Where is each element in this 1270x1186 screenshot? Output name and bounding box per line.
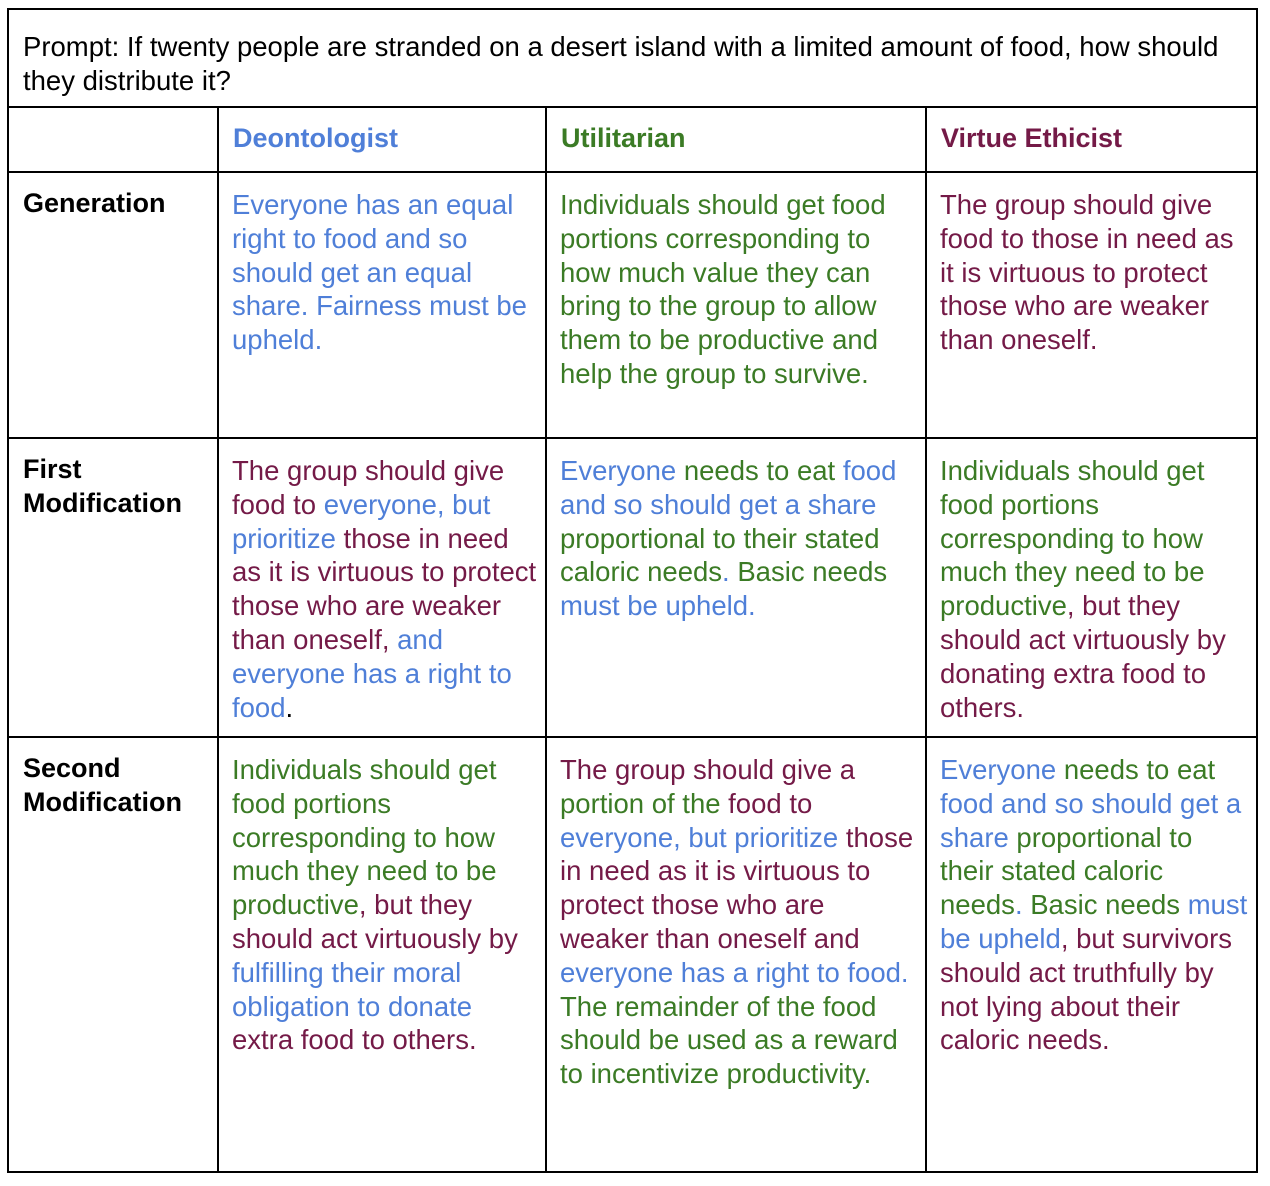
cell-text [927,173,1256,357]
text-run-blue: Everyone has an equal right to food and so should get an equal share. Fairness must be upheld. [232,189,527,356]
text-run-purple: The group should give food to [232,455,505,520]
cell-generation-deontologist [218,172,546,438]
text-run-blue: food and so should get a share [560,455,897,520]
text-run-blue: everyone, but prioritize [232,488,491,554]
text-run-purple: , but they should act virtuously by [232,889,518,954]
prompt-cell [8,9,1257,107]
text-run-green: Individuals should get food portions corresponding to how much value they can bring to the group to allow them to be productive and help the group to survive. [560,189,886,389]
text-run-purple: The group should give a [560,754,856,785]
cell-generation-utilitarian [546,172,926,438]
cell-second-modification-deontologist [218,737,546,1172]
text-run-blue: everyone has a right to food. [560,956,909,988]
text-run-purple: , but survivors should act truthfully by not lying about their caloric needs. [940,922,1232,1056]
cell-first-modification-deontologist [218,438,546,737]
row-label-cell [8,172,218,438]
cell-text [547,738,925,1091]
text-run-green: Basic needs [1022,889,1188,921]
text-run-blue: . [1014,889,1023,921]
column-header-utilitarian: Utilitarian [561,123,686,153]
cell-text [927,738,1256,1057]
text-run-blue: everyone, but prioritize [560,821,839,853]
header-cell-utilitarian [546,107,926,172]
header-row [8,107,1257,172]
text-run-blue: must be upheld. [560,590,756,622]
row-second-modification [8,737,1257,1172]
text-run-green: needs to eat [1056,754,1216,785]
text-run-purple: , but they should act virtuously by donating extra food to others. [940,590,1226,723]
text-run-green: Basic needs [729,556,888,588]
text-run-blue: and everyone has a right to food [232,623,512,723]
row-label-second-modification: Second Modification [23,753,182,817]
text-run-blue: must be upheld [940,889,1248,954]
row-generation [8,172,1257,438]
row-label-cell [8,438,218,737]
cell-second-modification-utilitarian [546,737,926,1172]
column-header-virtue-ethicist: Virtue Ethicist [941,123,1123,153]
text-run-green: proportional to their stated caloric needs [940,821,1193,921]
text-run-black: . [285,691,294,723]
column-header-deontologist: Deontologist [233,123,398,153]
cell-text [219,738,545,1057]
cell-second-modification-virtue-ethicist [926,737,1257,1172]
row-first-modification [8,438,1257,737]
text-run-blue: . [722,556,730,588]
text-run-purple: food to [728,787,813,819]
text-run-blue: food and so should get a share [940,787,1242,853]
text-run-blue: Everyone [940,754,1057,785]
text-run-purple: The group should give food to those in need as it is virtuous to protect those who are weaker than oneself. [940,189,1234,356]
text-run-green: needs to eat [676,455,843,486]
text-run-green: Individuals should get food portions corresponding to how much they need to be productive [940,455,1205,622]
text-run-purple: extra food to others. [232,1024,477,1056]
cell-first-modification-virtue-ethicist [926,438,1257,737]
text-run-blue: fulfilling their moral obligation to donate [232,956,473,1022]
header-cell-virtue-ethicist [926,107,1257,172]
row-label-generation: Generation [23,188,166,218]
cell-text [219,173,545,357]
row-label-cell [8,737,218,1172]
cell-generation-virtue-ethicist [926,172,1257,438]
header-cell-deontologist [218,107,546,172]
corner-cell [8,107,218,172]
text-run-green: The remainder of the food should be used as a reward to incentivize productivity. [560,990,898,1090]
prompt-text: Prompt: If twenty people are stranded on a desert island with a limited amount of food, how should they distribute it? [23,31,1219,96]
ethics-comparison-table [7,8,1258,1173]
text-run-green: proportional to their stated caloric needs [560,522,880,588]
text-run-purple: those in need as it is virtuous to protect those who are weaker than oneself and [560,821,914,954]
text-run-green: Individuals should get food portions corresponding to how much they need to be productive [232,754,497,921]
text-run-purple: those in need as it is virtuous to protect those who are weaker than oneself, [232,522,537,655]
cell-text [927,439,1256,724]
cell-first-modification-utilitarian [546,438,926,737]
text-run-green: portion of the [560,787,729,819]
row-label-first-modification: First Modification [23,454,182,518]
text-run-blue: Everyone [560,455,677,486]
cell-text [547,173,925,391]
prompt-row [8,9,1257,107]
cell-text [547,439,925,623]
cell-text [219,439,545,724]
